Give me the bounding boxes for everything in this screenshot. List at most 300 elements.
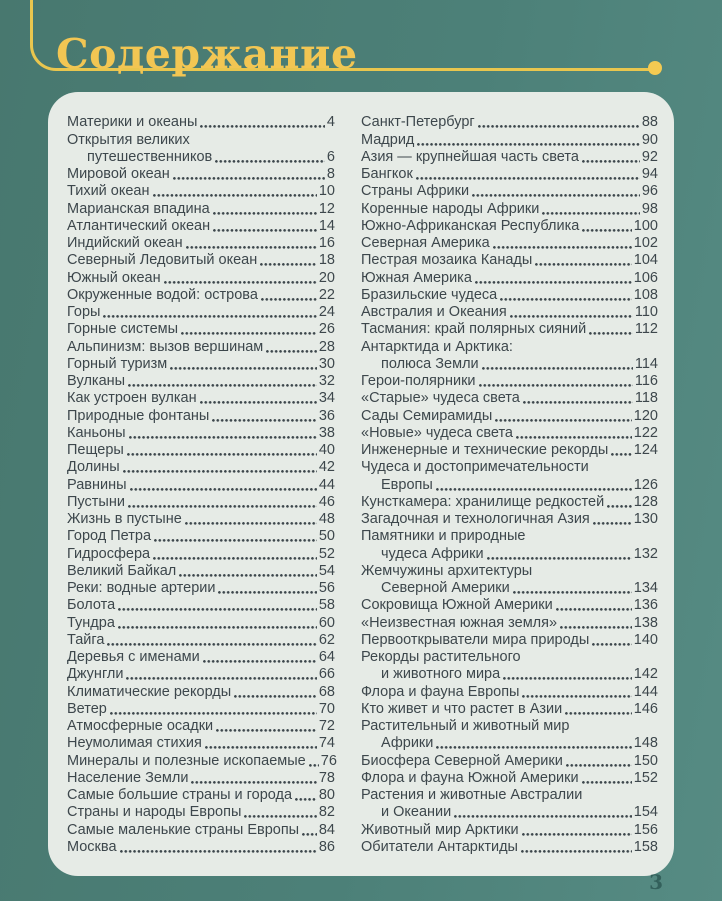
toc-page-number: 102 bbox=[633, 235, 658, 251]
dotted-leader bbox=[472, 194, 640, 197]
toc-page-number: 88 bbox=[641, 114, 658, 131]
toc-entry bbox=[361, 700, 658, 717]
dotted-leader bbox=[173, 177, 325, 180]
toc-entry bbox=[361, 458, 658, 493]
toc-page-number: 104 bbox=[633, 252, 658, 269]
toc-entry-title: Первооткрыватели мира природы bbox=[361, 631, 590, 648]
toc-entry bbox=[361, 130, 658, 147]
toc-entry-title: Жизнь в пустыне bbox=[67, 511, 182, 527]
toc-page-number: 154 bbox=[633, 804, 658, 821]
toc-page-number: 62 bbox=[318, 631, 335, 648]
toc-entry-title: Горный туризм bbox=[67, 355, 168, 372]
toc-page-number: 18 bbox=[318, 252, 335, 269]
toc-entry bbox=[67, 820, 335, 837]
toc-page-number: 94 bbox=[641, 166, 658, 182]
toc-column-right bbox=[361, 113, 658, 876]
toc-entry-title: Как устроен вулкан bbox=[67, 390, 197, 407]
dotted-leader bbox=[164, 281, 317, 284]
toc-page-number: 106 bbox=[633, 269, 658, 286]
toc-entry bbox=[361, 217, 658, 234]
toc-entry bbox=[361, 424, 658, 441]
toc-entry bbox=[361, 389, 658, 406]
dotted-leader bbox=[212, 419, 317, 422]
toc-page-number: 4 bbox=[326, 114, 335, 131]
toc-entry-title: чудеса Африки bbox=[381, 545, 484, 562]
toc-entry bbox=[361, 510, 658, 527]
toc-page-number: 110 bbox=[634, 304, 658, 320]
toc-entry bbox=[67, 786, 335, 803]
toc-entry-title: «Старые» чудеса света bbox=[361, 390, 520, 407]
toc-entry-title: и Океании bbox=[381, 804, 452, 821]
toc-entry-title: Памятники и природные bbox=[361, 528, 526, 545]
toc-entry bbox=[67, 769, 335, 786]
toc-page-number: 122 bbox=[633, 424, 658, 441]
toc-entry-title: Загадочная и технологичная Азия bbox=[361, 511, 590, 527]
toc-entry-title: Мировой океан bbox=[67, 166, 170, 182]
toc-entry bbox=[67, 303, 335, 320]
toc-entry-title: Южная Америка bbox=[361, 269, 472, 286]
toc-entry-title: Санкт-Петербург bbox=[361, 114, 475, 131]
toc-page-number: 140 bbox=[633, 631, 658, 648]
dotted-leader bbox=[153, 194, 317, 197]
toc-page-number: 152 bbox=[633, 769, 658, 786]
toc-entry bbox=[361, 838, 658, 855]
dotted-leader bbox=[560, 626, 632, 629]
toc-entry-title: Европы bbox=[381, 476, 433, 493]
toc-entry-title: «Неизвестная южная земля» bbox=[361, 614, 558, 631]
toc-entry bbox=[67, 320, 335, 337]
toc-page-number: 32 bbox=[318, 373, 335, 389]
toc-entry-title: Тайга bbox=[67, 631, 105, 648]
toc-entry bbox=[361, 406, 658, 423]
toc-entry bbox=[67, 700, 335, 717]
toc-page-number: 158 bbox=[633, 838, 658, 855]
toc-page-number: 86 bbox=[318, 838, 335, 855]
toc-entry-title: Деревья с именами bbox=[67, 649, 200, 665]
toc-page-number: 156 bbox=[633, 821, 658, 838]
toc-page-number: 138 bbox=[633, 614, 658, 631]
toc-entry-title: Индийский океан bbox=[67, 235, 183, 251]
toc-entry-title: Антарктида и Арктика: bbox=[361, 338, 513, 355]
toc-page-number: 118 bbox=[634, 390, 658, 407]
toc-page-number: 150 bbox=[633, 752, 658, 769]
toc-entry-title: Альпинизм: вызов вершинам bbox=[67, 338, 264, 355]
toc-entry bbox=[361, 682, 658, 699]
toc-entry bbox=[67, 113, 335, 130]
dotted-leader bbox=[510, 315, 633, 318]
toc-entry bbox=[67, 234, 335, 251]
toc-entry bbox=[67, 493, 335, 510]
toc-entry bbox=[67, 665, 335, 682]
toc-page-number: 70 bbox=[318, 700, 335, 717]
dotted-leader bbox=[234, 695, 317, 698]
toc-page-number: 132 bbox=[633, 545, 658, 562]
dotted-leader bbox=[582, 781, 632, 784]
toc-entry-title: Болота bbox=[67, 597, 116, 614]
toc-entry-title: Минералы и полезные ископаемые bbox=[67, 752, 306, 769]
dotted-leader bbox=[153, 557, 317, 560]
toc-entry bbox=[361, 769, 658, 786]
toc-entry-title: Самые маленькие страны Европы bbox=[67, 821, 300, 838]
dotted-leader bbox=[200, 125, 324, 128]
dotted-leader bbox=[127, 453, 317, 456]
dotted-leader bbox=[181, 332, 317, 335]
dotted-leader bbox=[566, 764, 632, 767]
toc-page-number: 148 bbox=[633, 735, 658, 752]
toc-entry-title: Пустыни bbox=[67, 493, 125, 510]
toc-page-number: 20 bbox=[318, 269, 335, 286]
page-title: Содержание bbox=[56, 30, 358, 79]
dotted-leader bbox=[154, 539, 317, 542]
dotted-leader bbox=[302, 833, 317, 836]
toc-entry-title: полюса Земли bbox=[381, 355, 479, 372]
dotted-leader bbox=[244, 815, 316, 818]
dotted-leader bbox=[179, 574, 317, 577]
toc-page-number: 126 bbox=[633, 476, 658, 493]
toc-page-number: 66 bbox=[318, 666, 335, 683]
toc-entry-title: Южный океан bbox=[67, 269, 161, 286]
toc-entry bbox=[361, 320, 658, 337]
toc-entry-title: и животного мира bbox=[381, 666, 501, 683]
dotted-leader bbox=[582, 229, 631, 232]
toc-entry-title: Горы bbox=[67, 304, 101, 320]
toc-entry-title: Ветер bbox=[67, 700, 107, 717]
toc-entry bbox=[361, 751, 658, 768]
toc-entry-title: Страны и народы Европы bbox=[67, 804, 242, 821]
toc-page-number: 60 bbox=[318, 614, 335, 631]
toc-entry bbox=[67, 734, 335, 751]
toc-entry-title: Северный Ледовитый океан bbox=[67, 252, 258, 269]
toc-entry bbox=[361, 165, 658, 182]
toc-entry bbox=[67, 458, 335, 475]
toc-entry-title: Открытия великих bbox=[67, 131, 190, 148]
toc-page-number: 98 bbox=[641, 200, 658, 217]
toc-entry-title: Великий Байкал bbox=[67, 562, 177, 579]
toc-entry bbox=[67, 337, 335, 354]
toc-entry-title: Горные системы bbox=[67, 321, 179, 338]
toc-entry-title: Сады Семирамиды bbox=[361, 407, 493, 424]
toc-entry-title: Растения и животные Австралии bbox=[361, 787, 583, 803]
toc-entry-title: Азия — крупнейшая часть света bbox=[361, 148, 579, 165]
toc-entry-title: Инженерные и технические рекорды bbox=[361, 442, 609, 458]
toc-entry bbox=[67, 631, 335, 648]
dotted-leader bbox=[185, 522, 317, 525]
toc-entry-title: Самые большие страны и города bbox=[67, 787, 293, 803]
toc-entry bbox=[67, 441, 335, 458]
toc-page-number: 146 bbox=[633, 700, 658, 717]
toc-entry-title: Тасмания: край полярных сияний bbox=[361, 321, 587, 338]
toc-page-number: 108 bbox=[633, 286, 658, 303]
toc-entry bbox=[67, 424, 335, 441]
toc-entry-title: Коренные народы Африки bbox=[361, 200, 540, 217]
toc-entry bbox=[67, 682, 335, 699]
toc-entry bbox=[361, 303, 658, 320]
toc-page-number: 114 bbox=[634, 355, 658, 372]
toc-page-number: 50 bbox=[318, 528, 335, 545]
toc-entry-title: Герои-полярники bbox=[361, 373, 476, 389]
dotted-leader bbox=[216, 729, 317, 732]
toc-page-number: 56 bbox=[318, 580, 335, 596]
toc-entry bbox=[67, 579, 335, 596]
toc-entry-title: путешественников bbox=[87, 148, 213, 165]
toc-entry bbox=[361, 717, 658, 752]
toc-entry bbox=[361, 234, 658, 251]
gold-frame-end-dot bbox=[648, 61, 662, 75]
toc-entry bbox=[361, 562, 658, 597]
toc-page-number: 96 bbox=[641, 183, 658, 200]
toc-page-number: 12 bbox=[318, 200, 335, 217]
toc-page-number: 24 bbox=[318, 304, 335, 320]
toc-entry bbox=[361, 648, 658, 683]
toc-page-number: 40 bbox=[318, 442, 335, 458]
toc-page-number: 22 bbox=[318, 286, 335, 303]
toc-entry bbox=[361, 613, 658, 630]
dotted-leader bbox=[522, 695, 631, 698]
toc-page-number: 128 bbox=[633, 493, 658, 510]
toc-entry-title: Материки и океаны bbox=[67, 114, 198, 131]
toc-entry bbox=[67, 165, 335, 182]
toc-entry-title: Биосфера Северной Америки bbox=[361, 752, 563, 769]
toc-entry bbox=[67, 251, 335, 268]
toc-entry bbox=[67, 389, 335, 406]
toc-entry-title: Атлантический океан bbox=[67, 217, 211, 234]
dotted-leader bbox=[589, 332, 633, 335]
toc-entry-title: Мадрид bbox=[361, 131, 415, 148]
toc-page-number: 52 bbox=[318, 545, 335, 562]
toc-page-number: 30 bbox=[318, 355, 335, 372]
toc-page-number: 48 bbox=[318, 511, 335, 527]
toc-entry bbox=[361, 337, 658, 372]
dotted-leader bbox=[295, 798, 317, 801]
dotted-leader bbox=[129, 436, 317, 439]
toc-entry-title: Атмосферные осадки bbox=[67, 718, 214, 734]
dotted-leader bbox=[261, 298, 317, 301]
dotted-leader bbox=[607, 505, 632, 508]
toc-entry-title: Чудеса и достопримечательности bbox=[361, 459, 589, 476]
toc-entry-title: Страны Африки bbox=[361, 183, 470, 200]
toc-entry bbox=[67, 596, 335, 613]
toc-page-number: 142 bbox=[633, 666, 658, 683]
dotted-leader bbox=[436, 488, 632, 491]
toc-entry bbox=[67, 544, 335, 561]
toc-page-number: 16 bbox=[318, 235, 335, 251]
toc-entry-title: Северная Америка bbox=[361, 235, 490, 251]
toc-entry-title: Австралия и Океания bbox=[361, 304, 507, 320]
toc-page-number: 26 bbox=[318, 321, 335, 338]
toc-page-number: 6 bbox=[326, 148, 335, 165]
dotted-leader bbox=[191, 781, 316, 784]
toc-entry bbox=[361, 113, 658, 130]
dotted-leader bbox=[493, 246, 632, 249]
toc-entry bbox=[67, 406, 335, 423]
toc-entry bbox=[361, 493, 658, 510]
toc-column-left bbox=[67, 113, 335, 876]
toc-entry-title: «Новые» чудеса света bbox=[361, 424, 513, 441]
dotted-leader bbox=[118, 608, 317, 611]
dotted-leader bbox=[513, 591, 632, 594]
toc-page-number: 72 bbox=[318, 718, 335, 734]
toc-entry-title: Гидросфера bbox=[67, 545, 151, 562]
dotted-leader bbox=[213, 229, 317, 232]
toc-entry-title: Пещеры bbox=[67, 442, 124, 458]
dotted-leader bbox=[417, 143, 639, 146]
toc-page-number: 80 bbox=[318, 787, 335, 803]
toc-page-number: 82 bbox=[318, 804, 335, 821]
dotted-leader bbox=[110, 712, 317, 715]
toc-entry bbox=[361, 372, 658, 389]
toc-entry bbox=[361, 631, 658, 648]
toc-page-number: 46 bbox=[318, 493, 335, 510]
toc-entry bbox=[67, 199, 335, 216]
toc-entry-title: Марианская впадина bbox=[67, 200, 210, 217]
dotted-leader bbox=[592, 643, 632, 646]
toc-entry-title: Неумолимая стихия bbox=[67, 735, 202, 752]
dotted-leader bbox=[582, 160, 640, 163]
toc-entry-title: Кто живет и что растет в Азии bbox=[361, 700, 563, 717]
toc-entry bbox=[361, 199, 658, 216]
toc-page-number: 64 bbox=[318, 649, 335, 665]
dotted-leader bbox=[454, 815, 632, 818]
dotted-leader bbox=[593, 522, 632, 525]
toc-page-number: 42 bbox=[318, 459, 335, 476]
toc-entry bbox=[67, 286, 335, 303]
toc-entry bbox=[361, 268, 658, 285]
toc-entry bbox=[361, 441, 658, 458]
toc-entry bbox=[361, 596, 658, 613]
toc-entry-title: Африки bbox=[381, 735, 434, 752]
toc-entry bbox=[67, 355, 335, 372]
toc-page-number: 54 bbox=[318, 562, 335, 579]
dotted-leader bbox=[503, 677, 632, 680]
toc-page-number: 28 bbox=[318, 338, 335, 355]
toc-entry-title: Рекорды растительного bbox=[361, 649, 521, 665]
toc-entry-title: Москва bbox=[67, 838, 117, 855]
toc-entry bbox=[67, 527, 335, 544]
dotted-leader bbox=[556, 608, 632, 611]
toc-entry-title: Обитатели Антарктиды bbox=[361, 838, 518, 855]
dotted-leader bbox=[542, 212, 640, 215]
toc-entry bbox=[361, 786, 658, 821]
dotted-leader bbox=[475, 281, 632, 284]
toc-entry bbox=[67, 562, 335, 579]
toc-entry-title: Каньоны bbox=[67, 424, 126, 441]
toc-page-number: 100 bbox=[633, 217, 658, 234]
dotted-leader bbox=[482, 367, 633, 370]
toc-entry-title: Город Петра bbox=[67, 528, 152, 545]
toc-entry-title: Вулканы bbox=[67, 373, 126, 389]
toc-page-number: 36 bbox=[318, 407, 335, 424]
dotted-leader bbox=[130, 488, 317, 491]
toc-page-number: 38 bbox=[318, 424, 335, 441]
toc-entry-title: Джунгли bbox=[67, 666, 124, 683]
toc-entry-title: Флора и фауна Южной Америки bbox=[361, 769, 579, 786]
toc-page-number: 112 bbox=[634, 321, 658, 338]
toc-entry-title: Реки: водные артерии bbox=[67, 580, 216, 596]
dotted-leader bbox=[128, 505, 317, 508]
toc-entry bbox=[67, 372, 335, 389]
toc-entry-title: Бразильские чудеса bbox=[361, 286, 498, 303]
dotted-leader bbox=[218, 591, 316, 594]
toc-entry-title: Долины bbox=[67, 459, 120, 476]
dotted-leader bbox=[205, 746, 317, 749]
dotted-leader bbox=[521, 850, 632, 853]
toc-page-number: 134 bbox=[633, 580, 658, 596]
toc-entry bbox=[361, 527, 658, 562]
dotted-leader bbox=[436, 746, 631, 749]
toc-entry bbox=[67, 751, 335, 768]
toc-entry bbox=[67, 217, 335, 234]
dotted-leader bbox=[478, 125, 640, 128]
toc-page-number: 76 bbox=[320, 752, 337, 769]
dotted-leader bbox=[565, 712, 632, 715]
dotted-leader bbox=[186, 246, 317, 249]
toc-entry bbox=[67, 182, 335, 199]
dotted-leader bbox=[523, 401, 633, 404]
dotted-leader bbox=[516, 436, 632, 439]
toc-page-number: 116 bbox=[634, 373, 658, 389]
dotted-leader bbox=[103, 315, 316, 318]
toc-entry-title: Окруженные водой: острова bbox=[67, 286, 258, 303]
toc-entry-title: Сокровища Южной Америки bbox=[361, 597, 553, 614]
toc-entry-title: Жемчужины архитектуры bbox=[361, 562, 533, 579]
dotted-leader bbox=[170, 367, 317, 370]
toc-entry bbox=[361, 286, 658, 303]
toc-page-number: 8 bbox=[326, 166, 335, 182]
toc-entry bbox=[361, 182, 658, 199]
toc-entry bbox=[67, 838, 335, 855]
toc-page-number: 58 bbox=[318, 597, 335, 614]
toc-page-number: 136 bbox=[633, 597, 658, 614]
dotted-leader bbox=[128, 384, 317, 387]
toc-entry-title: Северной Америки bbox=[381, 580, 510, 596]
toc-entry bbox=[361, 251, 658, 268]
toc-page-number: 34 bbox=[318, 390, 335, 407]
dotted-leader bbox=[611, 453, 632, 456]
dotted-leader bbox=[120, 850, 317, 853]
dotted-leader bbox=[213, 212, 317, 215]
toc-page-number: 74 bbox=[318, 735, 335, 752]
contents-panel bbox=[48, 92, 674, 876]
toc-page-number: 124 bbox=[633, 442, 658, 458]
toc-entry-title: Флора и фауна Европы bbox=[361, 683, 520, 700]
toc-entry bbox=[67, 130, 335, 165]
dotted-leader bbox=[118, 626, 317, 629]
toc-entry bbox=[361, 148, 658, 165]
toc-entry-title: Климатические рекорды bbox=[67, 683, 232, 700]
toc-entry bbox=[67, 803, 335, 820]
toc-page-number: 44 bbox=[318, 476, 335, 493]
dotted-leader bbox=[203, 660, 317, 663]
toc-entry-title: Пестрая мозаика Канады bbox=[361, 252, 533, 269]
toc-entry-title: Бангкок bbox=[361, 166, 413, 182]
toc-entry bbox=[67, 510, 335, 527]
toc-page-number: 68 bbox=[318, 683, 335, 700]
toc-entry-title: Растительный и животный мир bbox=[361, 718, 570, 734]
toc-page-number: 130 bbox=[633, 511, 658, 527]
toc-entry bbox=[67, 613, 335, 630]
toc-entry-title: Животный мир Арктики bbox=[361, 821, 519, 838]
dotted-leader bbox=[266, 350, 317, 353]
dotted-leader bbox=[309, 764, 319, 767]
dotted-leader bbox=[123, 470, 317, 473]
dotted-leader bbox=[487, 557, 632, 560]
toc-page-number: 90 bbox=[641, 131, 658, 148]
dotted-leader bbox=[522, 833, 632, 836]
toc-entry-title: Природные фонтаны bbox=[67, 407, 210, 424]
toc-page-number: 14 bbox=[318, 217, 335, 234]
dotted-leader bbox=[495, 419, 632, 422]
folio-page-number: 3 bbox=[649, 870, 663, 894]
